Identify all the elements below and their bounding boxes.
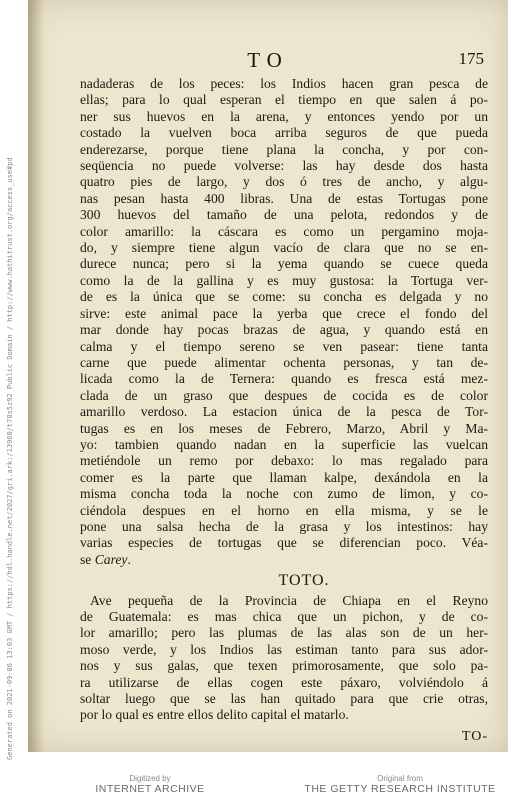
internet-archive-label: INTERNET ARCHIVE — [95, 783, 205, 795]
text-line: pone una salsa hecha de la grasa y los intestinos: hay — [80, 518, 488, 534]
text-line: ner sus huevos en la arena, y entonces yendo por un — [80, 108, 488, 124]
text-line: tugas es en los meses de Febrero, Marzo, Abril y Ma- — [80, 420, 488, 436]
entry-text-line: moso verde, y los Indios las estiman tanto para sus ador- — [80, 641, 488, 657]
text-line: comer es la parte que llaman kalpe, dexándola en la — [80, 469, 488, 485]
text-line: misma concha toda la noche con zumo de limon, y co- — [80, 486, 488, 502]
text-line: amarillo verdoso. La estacion única de la pesca de Tor- — [80, 404, 488, 420]
text-line: carne que puede alimentar ochenta personas, y tan de- — [80, 354, 488, 370]
watermark-text: Generated on 2021-09-06 13:03 GMT / https://hdl.handle.net/2027/gri.ark:/13960/t78s5z92 Public Domain / http://www.hathitrust.org/access_use#pd — [6, 157, 14, 760]
entry-text-line: soltar luego que se las han quitado para que crie otras, — [80, 691, 488, 707]
entry-text-line: nos y sus galas, que texen primorosamente, que solo pa- — [80, 658, 488, 674]
entry-heading: TOTO. — [278, 572, 330, 590]
text-line: yo: tambien quando nadan en la superficie las vuelcan — [80, 436, 488, 452]
text-line: nas pesan hasta 400 libras. Una de estas Tortugas pone — [80, 190, 488, 206]
entry-text-line: ra utilizarse de ellas cogen este páxaro, volviéndolo á — [80, 674, 488, 690]
text-line: seqüencia no puede volverse: las hay desde dos hasta — [80, 158, 488, 174]
getty-label: THE GETTY RESEARCH INSTITUTE — [304, 783, 496, 795]
text-line: metiéndole un remo por debaxo: lo mas regalado para — [80, 453, 488, 469]
text-line: varias especies de tortugas que se diferencian poco. Véa- — [80, 535, 488, 551]
entry-text-line: por lo qual es entre ellos delito capital el matarlo. — [80, 707, 349, 723]
hathitrust-watermark — [6, 157, 26, 760]
digitizer-credit — [70, 774, 230, 795]
entry-text-line: Ave pequeña de la Provincia de Chiapa en el Reyno — [90, 592, 488, 608]
text-line: de es la única que se come: su concha es delgada y no — [80, 289, 488, 305]
text-line: como la de la gallina y es muy gustosa: la Tortuga ver- — [80, 272, 488, 288]
entry-text-line: lor amarillo; pero las plumas de las alas son de un her- — [80, 625, 488, 641]
text-line: 300 huevos del tamaño de una pelota, redondos y de — [80, 207, 488, 223]
text-line-final — [80, 552, 488, 568]
text-line: calma y el tiempo sereno se ven pasear: tiene tanta — [80, 338, 488, 354]
body-text — [80, 76, 488, 745]
cross-reference-carey: Carey — [94, 551, 128, 567]
running-header — [28, 48, 508, 72]
text-line: durece nunca; pero si la yema quando se cuece queda — [80, 256, 488, 272]
text-line: licada como la de Ternera: quando es fresca está mez- — [80, 371, 488, 387]
catchword: TO- — [461, 728, 488, 744]
text-line: color amarillo: la cáscara es como un pergamino moja- — [80, 223, 488, 239]
original-credit — [300, 774, 500, 795]
entry-toto — [80, 593, 488, 724]
original-from-label: Original from — [377, 774, 423, 783]
scan-footer — [0, 760, 511, 800]
text-line: do, y siempre tiene algun vacío de clara que no se en- — [80, 240, 488, 256]
entry-text-line: de Guatemala: es mas chica que un pichon, y de co- — [80, 609, 488, 624]
last-line-suffix: . — [127, 551, 131, 567]
text-line: costado la vuelven boca arriba seguros de que pueda — [80, 125, 488, 141]
text-line: nadaderas de los peces: los Indios hacen gran pesca de — [80, 76, 488, 91]
text-line: ciéndola despues en el horno en ella misma, y se le — [80, 502, 488, 518]
last-line-prefix: se — [80, 551, 95, 567]
text-line: quatro pies de largo, y dos ó tres de ancho, y algu- — [80, 174, 488, 190]
text-line: ellas; para lo qual esperan el tiempo en que salen á po- — [80, 92, 488, 108]
text-line: sirve: este animal pace la yerba que crece el fondo del — [80, 305, 488, 321]
page-gutter-shadow — [28, 0, 44, 752]
text-line: enderezarse, porque tiene plana la concha, y por con- — [80, 141, 488, 157]
text-line: mar donde hay pocas brazas de agua, y quando está en — [80, 322, 488, 338]
running-head-title: TO — [247, 48, 289, 72]
text-line: clada de un graso que despues de cocida es de color — [80, 387, 488, 403]
page-number: 175 — [458, 49, 484, 68]
digitized-by-label: Digitized by — [129, 774, 171, 783]
entry-continuation — [80, 76, 488, 552]
book-page — [28, 0, 508, 752]
